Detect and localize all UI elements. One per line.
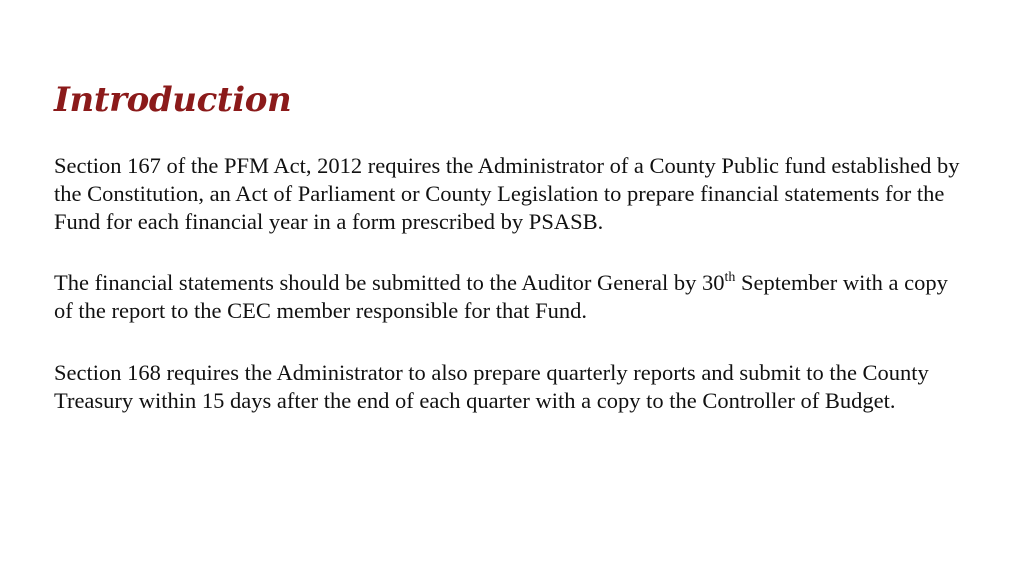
slide-title: Introduction <box>54 80 292 120</box>
paragraph-submission-deadline <box>54 269 970 325</box>
ordinal-superscript: th <box>724 270 736 286</box>
paragraph-section-168 <box>54 359 970 415</box>
paragraph-section-168-text: Section 168 requires the Administrator to also prepare quarterly reports and submit to the County Treasury within 15 days after the end of each quarter with a copy to the Controller of Budget. <box>54 359 929 413</box>
paragraph-section-167-text: Section 167 of the PFM Act, 2012 requires the Administrator of a County Public fund established by the Constitution, an Act of Parliament or County Legislation to prepare financial statements for the Fund for each financial year in a form prescribed by PSASB. <box>54 153 960 234</box>
paragraph-section-167 <box>54 152 970 235</box>
paragraph-deadline-text-start: The financial statements should be submitted to the Auditor General by 30 <box>54 270 725 296</box>
paragraph-deadline-text-end: September with a copy of the report to the CEC member responsible for that Fund. <box>54 270 948 324</box>
